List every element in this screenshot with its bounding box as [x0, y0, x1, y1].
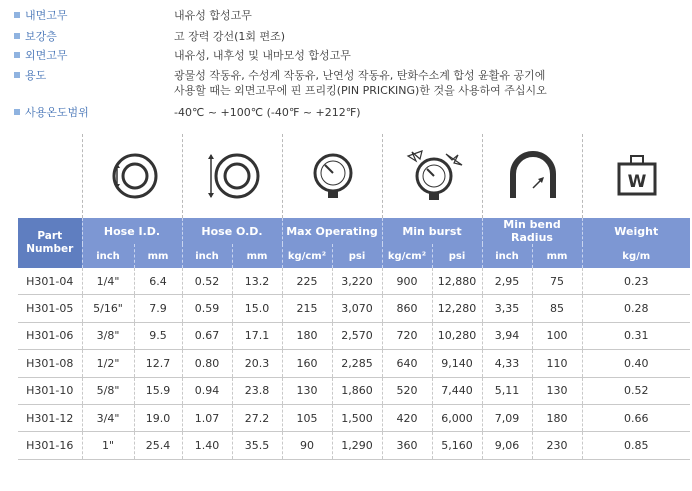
hose-od-header: Hose O.D.	[182, 218, 282, 244]
spec-value: -40℃ ~ +100℃ (-40℉ ~ +212℉)	[174, 106, 361, 119]
table-cell: 2,95	[482, 268, 532, 295]
table-cell: 85	[532, 295, 582, 322]
table-row	[18, 295, 690, 322]
unit-header: psi	[332, 244, 382, 268]
table-cell: 7.9	[134, 295, 182, 322]
spec-label: 외면고무	[25, 49, 68, 62]
table-cell: 35.5	[232, 432, 282, 459]
spec-label: 용도	[25, 69, 47, 82]
min-bend-header: Min bend Radius	[482, 218, 582, 244]
table-cell: 0.28	[582, 295, 690, 322]
table-cell: 5/8"	[82, 377, 134, 404]
table-cell: 180	[282, 322, 332, 349]
unit-row	[18, 244, 690, 268]
hose-id-icon	[82, 134, 183, 218]
pressure-gauge-icon	[282, 134, 383, 218]
table-cell: 1/4"	[82, 268, 134, 295]
table-cell: 19.0	[134, 404, 182, 431]
part-number-cell: H301-05	[18, 295, 82, 322]
spec-value: 광물성 작동유, 수성계 작동유, 난연성 작동유, 탄화수소계 합성 윤활유 공기에 사용할 때는 외면고무에 핀 프리킹(PIN PRICKING)한 것을 사용하여 주십시오	[174, 69, 547, 97]
spec-value: 내유성 합성고무	[174, 9, 252, 22]
table-cell: 520	[382, 377, 432, 404]
table-cell: 420	[382, 404, 432, 431]
table-cell: 0.94	[182, 377, 232, 404]
part-number-cell: H301-12	[18, 404, 82, 431]
table-cell: 900	[382, 268, 432, 295]
table-cell: 2,285	[332, 350, 382, 377]
table-cell: 17.1	[232, 322, 282, 349]
table-cell: 4,33	[482, 350, 532, 377]
unit-header: psi	[432, 244, 482, 268]
table-cell: 720	[382, 322, 432, 349]
table-cell: 27.2	[232, 404, 282, 431]
table-cell: 225	[282, 268, 332, 295]
table-cell: 360	[382, 432, 432, 459]
bullet	[14, 109, 20, 115]
table-cell: 105	[282, 404, 332, 431]
bullet	[14, 52, 20, 58]
table-cell: 860	[382, 295, 432, 322]
table-cell: 230	[532, 432, 582, 459]
table-cell: 110	[532, 350, 582, 377]
table-cell: 3,94	[482, 322, 532, 349]
spec-value: 고 장력 강선(1회 편조)	[174, 30, 286, 43]
table-cell: 13.2	[232, 268, 282, 295]
table-cell: 130	[532, 377, 582, 404]
table-cell: 12.7	[134, 350, 182, 377]
unit-header: inch	[182, 244, 232, 268]
table-cell: 1.07	[182, 404, 232, 431]
part-number-cell: H301-16	[18, 432, 82, 459]
table-cell: 0.59	[182, 295, 232, 322]
table-cell: 12,280	[432, 295, 482, 322]
burst-gauge-icon	[382, 134, 483, 218]
table-cell: 3,35	[482, 295, 532, 322]
table-cell: 1,860	[332, 377, 382, 404]
table-cell: 9.5	[134, 322, 182, 349]
hose-od-icon	[182, 134, 283, 218]
table-cell: 6,000	[432, 404, 482, 431]
unit-header: inch	[82, 244, 134, 268]
table-row	[18, 432, 690, 459]
unit-header: mm	[532, 244, 582, 268]
table-cell: 15.0	[232, 295, 282, 322]
table-row	[18, 377, 690, 404]
table-cell: 0.85	[582, 432, 690, 459]
table-cell: 20.3	[232, 350, 282, 377]
table-cell: 7,09	[482, 404, 532, 431]
part-number-cell: H301-10	[18, 377, 82, 404]
table-cell: 1"	[82, 432, 134, 459]
table-cell: 10,280	[432, 322, 482, 349]
table-cell: 1,290	[332, 432, 382, 459]
header-row	[18, 218, 690, 244]
part-number-cell: H301-08	[18, 350, 82, 377]
table-cell: 3,220	[332, 268, 382, 295]
table-cell: 130	[282, 377, 332, 404]
max-operating-header: Max Operating	[282, 218, 382, 244]
table-cell: 12,880	[432, 268, 482, 295]
table-cell: 90	[282, 432, 332, 459]
unit-header: mm	[134, 244, 182, 268]
spec-label: 보강층	[25, 30, 57, 43]
unit-header: kg/cm²	[282, 244, 332, 268]
spec-label: 사용온도범위	[25, 106, 89, 119]
table-cell: 100	[532, 322, 582, 349]
part-number-cell: H301-06	[18, 322, 82, 349]
icon-strip	[82, 134, 690, 218]
table-cell: 9,06	[482, 432, 532, 459]
weight-icon	[582, 134, 691, 218]
table-cell: 3/4"	[82, 404, 134, 431]
table-cell: 180	[532, 404, 582, 431]
table-cell: 15.9	[134, 377, 182, 404]
table-cell: 5,160	[432, 432, 482, 459]
table-cell: 25.4	[134, 432, 182, 459]
table-cell: 23.8	[232, 377, 282, 404]
table-cell: 7,440	[432, 377, 482, 404]
spec-value: 내유성, 내후성 및 내마모성 합성고무	[174, 49, 351, 62]
unit-header: inch	[482, 244, 532, 268]
weight-header: Weight	[582, 218, 690, 244]
table-cell: 75	[532, 268, 582, 295]
table-cell: 215	[282, 295, 332, 322]
bullet	[14, 72, 20, 78]
table-cell: 0.31	[582, 322, 690, 349]
table-cell: 1,500	[332, 404, 382, 431]
table-cell: 5,11	[482, 377, 532, 404]
unit-header: kg/m	[582, 244, 690, 268]
table-cell: 160	[282, 350, 332, 377]
table-cell: 0.66	[582, 404, 690, 431]
table-cell: 1.40	[182, 432, 232, 459]
table-cell: 0.40	[582, 350, 690, 377]
table-cell: 0.52	[582, 377, 690, 404]
spec-table	[18, 218, 690, 460]
table-cell: 2,570	[332, 322, 382, 349]
table-cell: 0.23	[582, 268, 690, 295]
svg-text:W: W	[627, 172, 647, 192]
part-number-header: Part Number	[18, 218, 82, 268]
table-row	[18, 322, 690, 349]
table-cell: 640	[382, 350, 432, 377]
hose-id-header: Hose I.D.	[82, 218, 182, 244]
table-cell: 9,140	[432, 350, 482, 377]
table-cell: 3/8"	[82, 322, 134, 349]
table-body	[18, 268, 690, 459]
table-cell: 3,070	[332, 295, 382, 322]
table-cell: 5/16"	[82, 295, 134, 322]
table-cell: 0.67	[182, 322, 232, 349]
table-row	[18, 350, 690, 377]
table-cell: 1/2"	[82, 350, 134, 377]
part-number-cell: H301-04	[18, 268, 82, 295]
bullet	[14, 33, 20, 39]
spec-label: 내면고무	[25, 9, 68, 22]
table-cell: 0.80	[182, 350, 232, 377]
table-row	[18, 268, 690, 295]
table-row	[18, 404, 690, 431]
bullet	[14, 12, 20, 18]
bend-radius-icon	[482, 134, 583, 218]
table-cell: 0.52	[182, 268, 232, 295]
min-burst-header: Min burst	[382, 218, 482, 244]
unit-header: kg/cm²	[382, 244, 432, 268]
table-cell: 6.4	[134, 268, 182, 295]
unit-header: mm	[232, 244, 282, 268]
